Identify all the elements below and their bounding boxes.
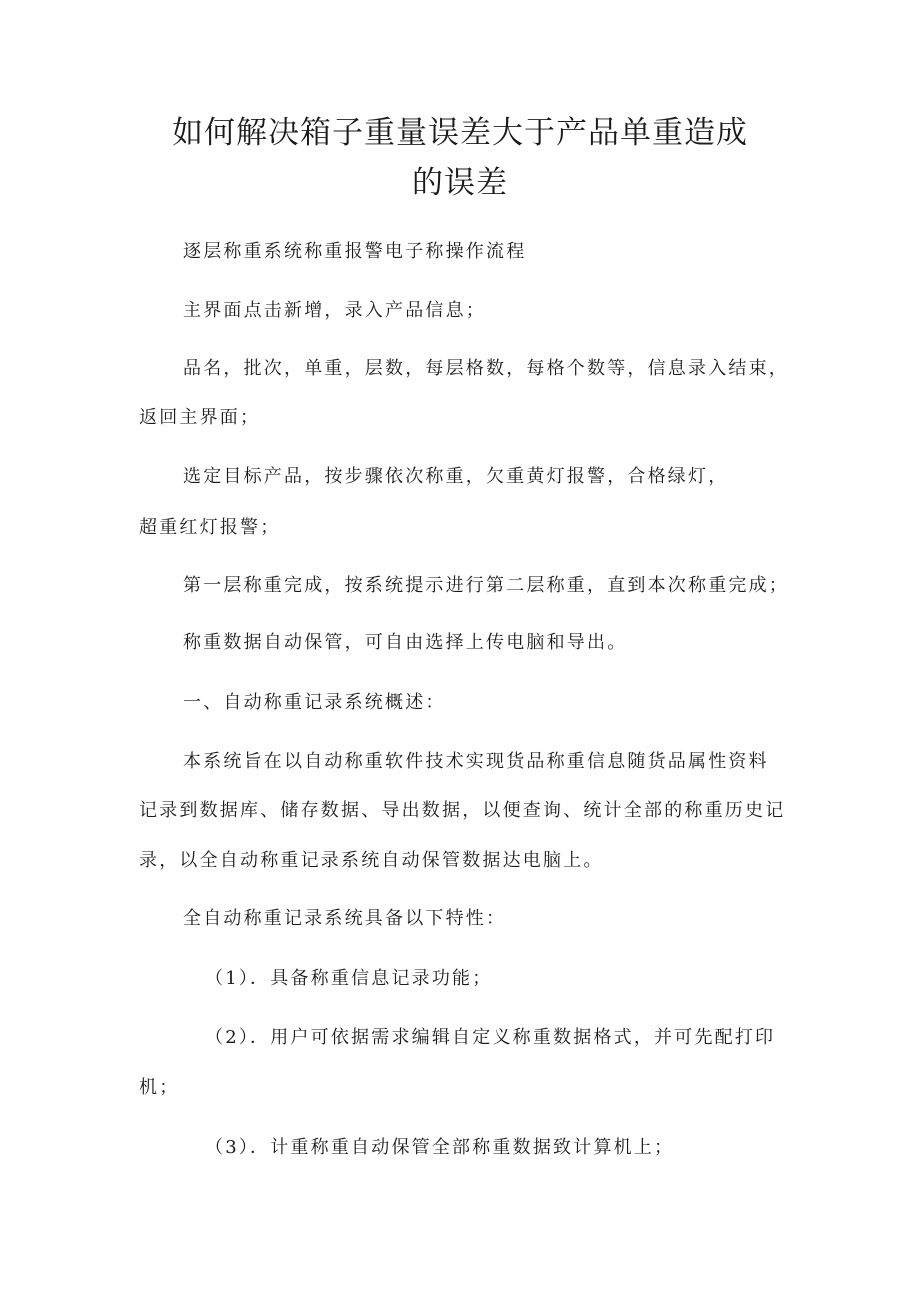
paragraph-process-heading: 逐层称重系统称重报警电子称操作流程 (183, 241, 527, 262)
paragraph-product-fields: 品名，批次，单重，层数，每层格数，每格个数等，信息录入结束， (183, 358, 789, 379)
section-heading-overview: 一、自动称重记录系统概述： (183, 692, 446, 713)
document-title-line-2: 的误差 (412, 165, 508, 201)
paragraph-product-fields-cont: 返回主界面； (139, 407, 261, 428)
paragraph-select-product: 选定目标产品，按步骤依次称重，欠重黄灯报警，合格绿灯， (183, 466, 729, 487)
paragraph-layer-weighing: 第一层称重完成，按系统提示进行第二层称重，直到本次称重完成； (183, 575, 789, 596)
list-item-feature-3: （3）．计重称重自动保管全部称重数据致计算机上； (205, 1137, 675, 1158)
list-item-feature-1: （1）．具备称重信息记录功能； (205, 968, 493, 989)
paragraph-main-interface: 主界面点击新增，录入产品信息； (183, 300, 486, 321)
paragraph-features-intro: 全自动称重记录系统具备以下特性： (183, 908, 507, 929)
paragraph-select-product-cont: 超重红灯报警； (139, 517, 281, 538)
paragraph-overview-line-3: 录，以全自动称重记录系统自动保管数据达电脑上。 (139, 850, 604, 871)
paragraph-overview: 本系统旨在以自动称重软件技术实现货品称重信息随货品属性资料 (183, 751, 769, 772)
paragraph-data-save: 称重数据自动保管，可自由选择上传电脑和导出。 (183, 632, 628, 653)
paragraph-overview-line-2: 记录到数据库、储存数据、导出数据，以便查询、统计全部的称重历史记 (139, 800, 786, 821)
document-title-line-1: 如何解决箱子重量误差大于产品单重造成 (172, 115, 748, 151)
list-item-feature-2: （2）．用户可依据需求编辑自定义称重数据格式，并可先配打印 (205, 1027, 776, 1048)
list-item-feature-2-cont: 机； (139, 1077, 180, 1098)
